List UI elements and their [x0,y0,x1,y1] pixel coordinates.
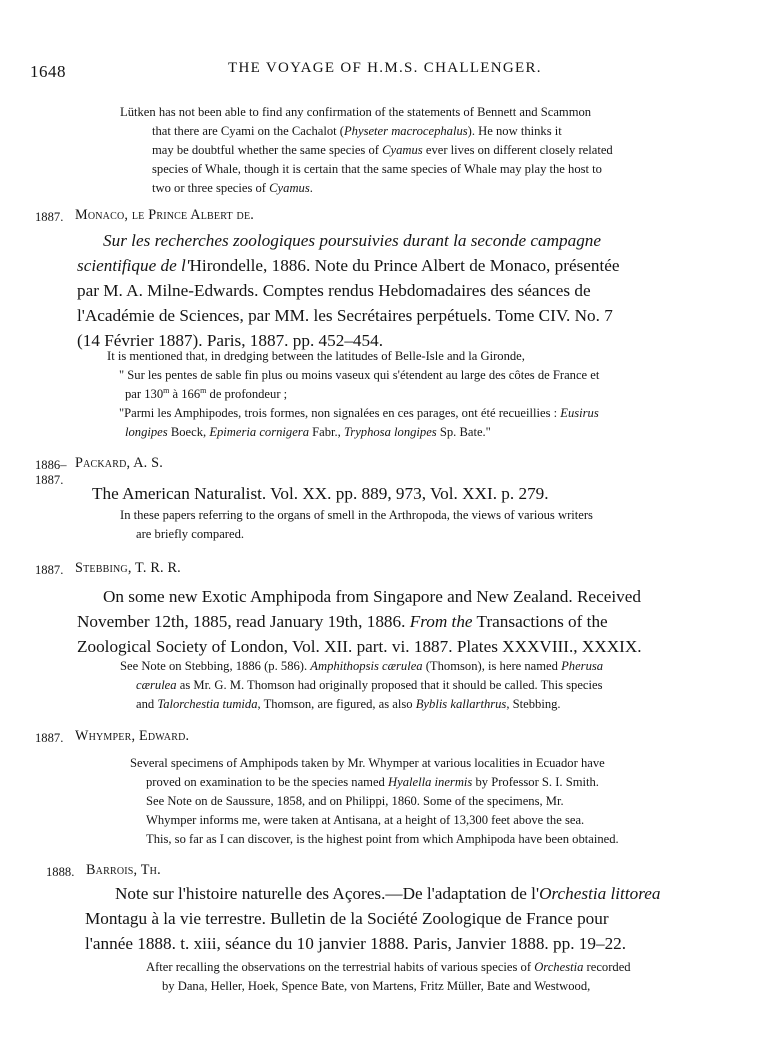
entry-year: 1887. [35,473,64,487]
text-line: After recalling the observations on the terrestrial habits of various species of Orchestia recorded [146,960,631,974]
text-line: It is mentioned that, in dredging between the latitudes of Belle-Isle and la Gironde, [107,349,525,363]
top-note [120,103,613,198]
text-line: two or three species of Cyamus. [152,181,313,195]
text-line: Lütken has not been able to find any confirmation of the statements of Bennett and Scammon [120,105,592,119]
entry-author: Whymper, Edward. [75,728,190,744]
entry-author: Packard, A. S. [75,455,164,471]
text-line: On some new Exotic Amphipoda from Singapore and New Zealand. Received [103,587,641,606]
annotation [120,506,593,544]
citation [77,584,642,659]
text-line: scientifique de l'Hirondelle, 1886. Note du Prince Albert de Monaco, présentée [77,256,620,275]
text-line: In these papers referring to the organs of smell in the Arthropoda, the views of various writers [120,508,593,522]
entry-year: 1886– [35,458,67,472]
entry-year: 1887. [35,210,64,224]
text-line: Zoological Society of London, Vol. XII. part. vi. 1887. Plates XXXVIII., XXXIX. [77,637,642,656]
text-line: species of Whale, though it is certain that the same species of Whale may play the host to [152,162,602,176]
text-line: The American Naturalist. Vol. XX. pp. 889, 973, Vol. XXI. p. 279. [92,484,549,503]
text-line: par 130$^m$ à 166$^m$ de profondeur ; [125,386,288,401]
text-line: Note sur l'histoire naturelle des Açores.—De l'adaptation de l'Orchestia littorea [115,884,661,903]
text-line: cærulea as Mr. G. M. Thomson had originally proposed that it should be called. This species [136,678,603,692]
entry-year: 1887. [35,563,64,577]
text-line: This, so far as I can discover, is the highest point from which Amphipoda have been obtained. [146,832,619,846]
entry-author: Barrois, Th. [86,862,161,878]
text-line: See Note on Stebbing, 1886 (p. 586). Amphithopsis cærulea (Thomson), is here named Pherusa [120,659,604,673]
text-line: that there are Cyami on the Cachalot (Physeter macrocephalus). He now thinks it [152,124,562,138]
text-line: Montagu à la vie terrestre. Bulletin de la Société Zoologique de France pour [85,909,609,928]
entry-year: 1888. [46,865,75,879]
running-title: THE VOYAGE OF H.M.S. CHALLENGER. [228,60,542,76]
text-line: "Parmi les Amphipodes, trois formes, non signalées en ces parages, ont été recueillies : Eusirus [119,406,599,420]
text-line: Sur les recherches zoologiques poursuivies durant la seconde campagne [103,231,602,250]
text-line: and Talorchestia tumida, Thomson, are figured, as also Byblis kallarthrus, Stebbing. [136,697,561,711]
text-line: may be doubtful whether the same species of Cyamus ever lives on different closely related [152,143,613,157]
entry-author: Monaco, le Prince Albert de. [75,207,255,223]
citation [77,228,620,353]
text-line: November 12th, 1885, read January 19th, 1886. From the Transactions of the [77,612,608,631]
text-line: par M. A. Milne-Edwards. Comptes rendus Hebdomadaires des séances de [77,281,591,300]
text-line: " Sur les pentes de sable fin plus ou moins vaseux qui s'étendent au large des côtes de France et [119,368,600,382]
text-line: are briefly compared. [136,527,245,541]
annotation [146,958,631,996]
annotation [107,347,599,442]
text-line: Whymper informs me, were taken at Antisana, at a height of 13,300 feet above the sea. [146,813,585,827]
text-line: (14 Février 1887). Paris, 1887. pp. 452–454. [77,331,384,350]
annotation [130,754,619,849]
citation [92,481,549,506]
entry-year: 1887. [35,731,64,745]
text-line: Several specimens of Amphipods taken by Mr. Whymper at various localities in Ecuador have [130,756,605,770]
text-line: l'Académie de Sciences, par MM. les Secrétaires perpétuels. Tome CIV. No. 7 [77,306,613,325]
text-line: longipes Boeck, Epimeria cornigera Fabr., Tryphosa longipes Sp. Bate." [125,425,491,439]
annotation [120,657,603,714]
text-line: proved on examination to be the species named Hyalella inermis by Professor S. I. Smith. [146,775,599,789]
text-line: l'année 1888. t. xiii, séance du 10 janvier 1888. Paris, Janvier 1888. pp. 19–22. [85,934,627,953]
entry-author: Stebbing, T. R. R. [75,560,181,576]
citation [85,881,660,956]
page-number: 1648 [30,62,66,81]
text-line: See Note on de Saussure, 1858, and on Philippi, 1860. Some of the specimens, Mr. [146,794,564,808]
text-line: by Dana, Heller, Hoek, Spence Bate, von Martens, Fritz Müller, Bate and Westwood, [162,979,591,993]
